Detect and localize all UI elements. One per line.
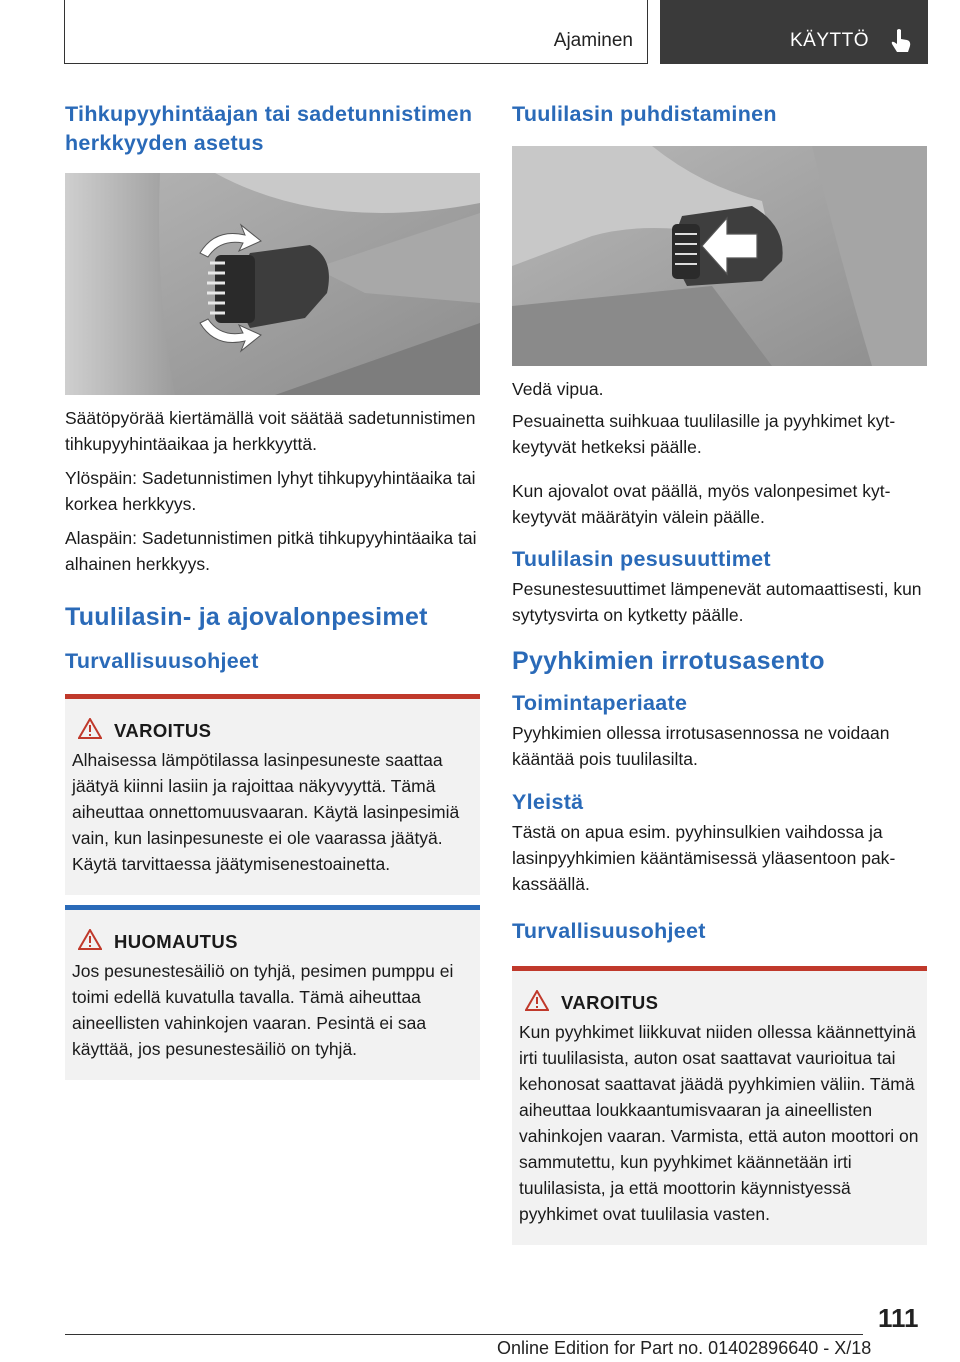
para-nozzles: Pesunestesuuttimet lämpenevät automaattisesti, kun sytytysvirta on kytketty päälle. [512,579,922,625]
heading-foldout: Pyyhkimien irrotusasento [512,647,825,675]
warning-box-right [512,966,927,1245]
para-wheel: Säätöpyörää kiertämällä voit säätää sadetunnistimen tihkupyyhintäaikaa ja herkkyyttä. [65,408,476,454]
page-number: 111 [878,1303,919,1333]
footer-edition: Online Edition for Part no. 01402896640 - X/18 [497,1338,872,1358]
pointing-hand-icon [890,28,912,59]
chapter-tab-label: KÄYTTÖ [790,30,870,51]
notice-body: Jos pesunestesäiliö on tyhjä, pesimen pumppu ei toimi edellä kuvatulla tavalla. Tämä aiheuttaa aineellisten vahinkojen vaaran. Pesintä ei saa käyttää, jos pesunestesäiliö on tyhjä. [72,961,454,1059]
warning-title: VAROITUS [114,720,212,741]
para-principle: Pyyhkimien ollessa irrotusasennossa ne voidaan kääntää pois tuulilasilta. [512,723,890,769]
notice-triangle-icon [78,929,102,955]
section-title: Ajaminen [553,30,633,51]
header-section-box [64,0,648,64]
notice-box [65,905,480,1080]
heading-principle: Toimintaperiaate [512,691,688,715]
heading-safety-left: Turvallisuusohjeet [65,649,259,673]
warning-body: Alhaisessa lämpötilassa lasinpesuneste saattaa jäätyä kiinni lasiin ja rajoittaa näkyvyyttä. Tämä aiheuttaa onnettomuusvaaran. Käytä lasinpesimiä vain, kun lasinpesuneste ei ole vaarassa jäätyä. Käytä tarvittaessa jäätymisenestoainetta. [72,750,460,874]
lever-pull-figure [512,146,927,366]
para-general: Tästä on apua esim. pyyhinsulkien vaihdossa ja lasinpyyhkimien kääntämisessä yläasentoon pakkassäällä. [512,822,896,894]
wheel-adjust-figure [65,173,480,395]
warning-title: VAROITUS [561,992,659,1013]
chapter-tab [660,0,928,64]
heading-cleaning: Tuulilasin puhdistaminen [512,102,777,126]
para-down: Alaspäin: Sadetunnistimen pitkä tihkupyyhintäaika tai alhainen herkkyys. [65,528,477,574]
warning-triangle-icon [78,718,102,744]
heading-safety-right: Turvallisuusohjeet [512,919,706,943]
heading-general: Yleistä [512,790,584,814]
warning-body: Kun pyyhkimet liikkuvat niiden ollessa käännettyinä irti tuulilasista, auton osat saattavat vaurioitua tai kehonosat saattavat jäädä pyyhkimien väliin. Tämä aiheuttaa loukkaantumisvaaran ja aineellisten vahinkojen vaaran. Varmista, että auton moottori on sammutettu, kun pyyhkimet käännetään irti tuulilasista, ja että moottorin käynnistyessä pyyhkimet ovat tuulilasia vasten. [519,1022,919,1224]
heading-washers: Tuulilasin- ja ajovalonpesimet [65,603,428,631]
para-spray: Pesuainetta suihkuaa tuulilasille ja pyyhkimet kytkeytyvät hetkeksi päälle. [512,411,896,457]
warning-triangle-icon [525,990,549,1016]
warning-box-left [65,694,480,895]
heading-sensitivity: Tihkupyyhintäajan tai sadetunnistimen herkkyyden asetus [65,102,473,155]
left-column [65,100,480,1080]
para-headlights: Kun ajovalot ovat päällä, myös valonpesimet kytkeytyvät määrätyin välein päälle. [512,481,891,527]
notice-title: HUOMAUTUS [114,931,238,952]
para-up: Ylöspäin: Sadetunnistimen lyhyt tihkupyyhintäaika tai korkea herkkyys. [65,468,476,514]
para-pull: Vedä vipua. [512,379,604,399]
right-column [512,100,927,1245]
heading-nozzles: Tuulilasin pesusuuttimet [512,547,771,571]
footer-divider [65,1334,863,1335]
